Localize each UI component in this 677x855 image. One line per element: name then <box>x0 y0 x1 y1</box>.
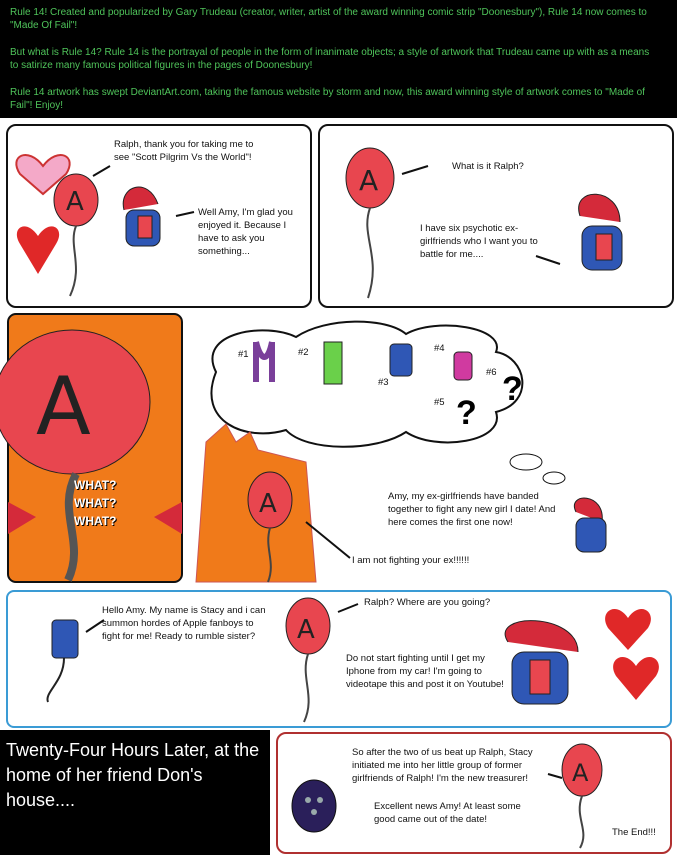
panel-3-art <box>6 312 670 584</box>
panel-4 <box>6 590 672 728</box>
question-mark-1: ? <box>456 394 477 432</box>
ralph-speech: Do not start fighting until I get my Iphone from my car! I'm going to videotape this and post it on Youtube! <box>346 653 504 690</box>
amy-speech: I am not fighting your ex!!!!!! <box>352 555 470 566</box>
stacy-speech: Hello Amy. My name is Stacy and i can summon hordes of Apple fanboys to fight for me! Ready to rumble sister? <box>102 605 266 642</box>
amy-speech: What is it Ralph? <box>452 161 524 172</box>
panel-3 <box>6 312 670 584</box>
amy-speech: Ralph, thank you for taking me to see "Scott Pilgrim Vs the World"! <box>114 139 254 163</box>
ralph-speech: Amy, my ex-girlfriends have banded together to fight any new girl I date! And here comes the first one now! <box>388 491 556 528</box>
heart-icon-1 <box>605 609 651 650</box>
stacy-ipod-icon <box>52 620 78 658</box>
question-mark-2: ? <box>502 370 523 408</box>
svg-text:A: A <box>259 489 277 519</box>
red-heart-icon <box>17 226 59 274</box>
panel-5 <box>276 732 672 854</box>
amy-speech: Ralph? Where are you going? <box>364 597 491 608</box>
ex-2-icon <box>324 342 342 384</box>
ralph-speech: Well Amy, I'm glad you enjoyed it. Because I have to ask you something... <box>198 207 293 257</box>
ralph-speech: I have six psychotic ex-girlfriends who I want you to battle for me.... <box>420 223 538 260</box>
label-2: #2 <box>298 347 309 358</box>
svg-text:A: A <box>297 615 315 645</box>
intro-paragraph-3: Rule 14 artwork has swept DeviantArt.com, taking the famous website by storm and now, this award winning style of artwork comes to "Made of Fail"! Enjoy! <box>10 87 645 111</box>
panel-1 <box>6 124 312 308</box>
svg-text:A: A <box>66 187 84 217</box>
amy-speech: So after the two of us beat up Ralph, Stacy initiated me into her little group of former girlfriends of Ralph! I'm the new treasurer! <box>352 747 533 784</box>
ex-3-icon <box>390 344 412 376</box>
the-end-text: The End!!! <box>612 827 656 838</box>
heart-icon-2 <box>613 657 659 700</box>
don-ball-icon <box>292 780 336 832</box>
ex-4-icon <box>454 352 472 380</box>
don-speech: Excellent news Amy! At least some good came out of the date! <box>374 801 521 825</box>
what-text: WHAT? WHAT? WHAT? <box>74 478 117 528</box>
svg-text:A: A <box>36 360 91 453</box>
time-caption: Twenty-Four Hours Later, at the home of her friend Don's house.... <box>0 730 270 855</box>
label-4: #4 <box>434 343 445 354</box>
label-5: #5 <box>434 397 445 408</box>
ralph-helmet-icon <box>576 518 606 552</box>
label-6: #6 <box>486 367 497 378</box>
svg-text:A: A <box>359 164 379 197</box>
panel-2-art <box>320 126 672 306</box>
intro-box <box>0 0 677 118</box>
intro-paragraph-2: But what is Rule 14? Rule 14 is the portrayal of people in the form of inanimate objects; a style of artwork that Trudeau came up with as a means to satirize many famous political figures in the pages of Doonesbury! <box>10 47 650 71</box>
intro-paragraph-1: Rule 14! Created and popularized by Gary Trudeau (creator, writer, artist of the award winning comic strip "Doonesbury"), Rule 14 now comes to "Made Of Fail"! <box>10 7 647 31</box>
label-1: #1 <box>238 349 249 360</box>
panel-2 <box>318 124 674 308</box>
svg-text:A: A <box>572 759 589 787</box>
label-3: #3 <box>378 377 389 388</box>
